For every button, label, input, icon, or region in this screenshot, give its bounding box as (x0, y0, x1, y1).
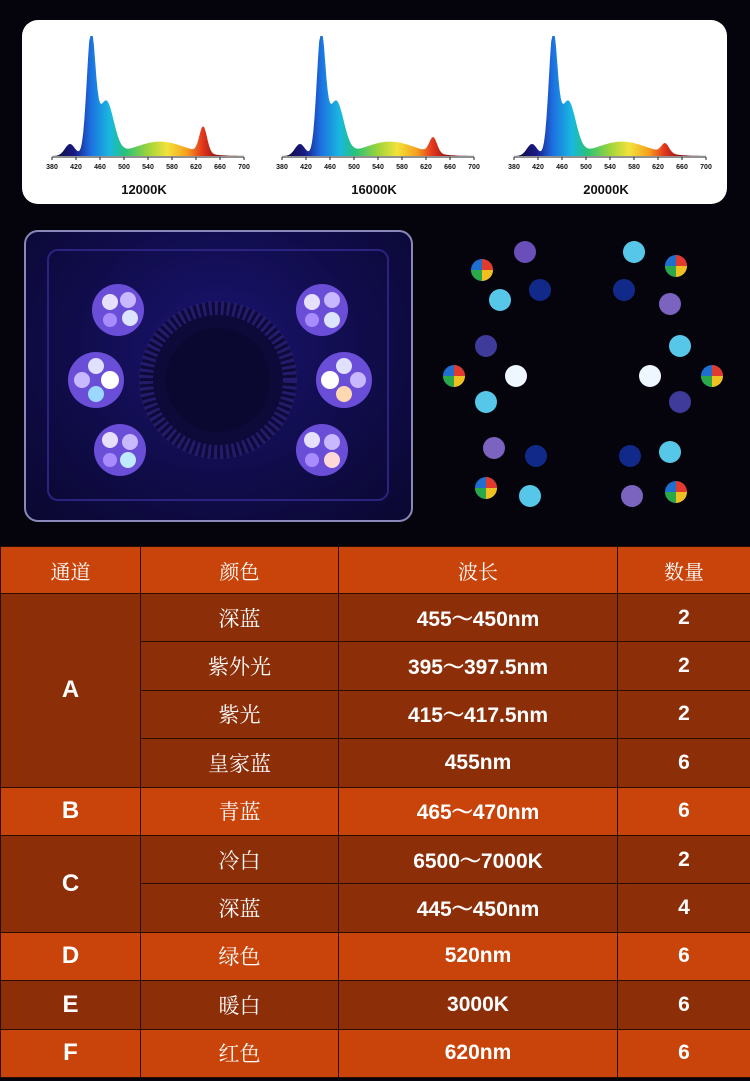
wavelength-cell: 455～450nm (339, 594, 618, 642)
rgbw-led-icon (443, 365, 465, 387)
x-tick-label: 420 (532, 164, 544, 171)
x-tick-label: 660 (444, 164, 456, 171)
header-quantity: 数量 (618, 547, 750, 594)
x-tick-label: 380 (276, 164, 288, 171)
color-cell: 深蓝 (141, 884, 339, 932)
table-row (1, 787, 750, 835)
table-row (1, 932, 750, 980)
header-wavelength: 波长 (339, 547, 618, 594)
spectrum-curve-1 (34, 28, 254, 178)
color-cell: 深蓝 (141, 594, 339, 642)
spectrum-panel (22, 20, 727, 204)
rgbw-led-icon (471, 259, 493, 281)
table-header-row (1, 547, 750, 594)
color-cell: 红色 (141, 1029, 339, 1077)
led-layout-left-dots (443, 241, 551, 507)
quantity-cell: 2 (618, 690, 750, 738)
quantity-cell: 6 (618, 739, 750, 787)
led-cluster-bottom-left (94, 424, 146, 476)
x-tick-label: 380 (46, 164, 58, 171)
spectrum-graph-2 (264, 28, 484, 203)
x-tick-label: 460 (94, 164, 106, 171)
x-tick-label: 540 (372, 164, 384, 171)
wavelength-cell: 395～397.5nm (339, 642, 618, 690)
spectrum-label-2: 16000K (351, 182, 397, 197)
quantity-cell: 6 (618, 1029, 750, 1077)
x-tick-label: 420 (70, 164, 82, 171)
color-cell: 青蓝 (141, 787, 339, 835)
color-cell: 紫外光 (141, 642, 339, 690)
color-cell: 紫光 (141, 690, 339, 738)
channel-cell: F (1, 1029, 141, 1077)
led-cluster-top-left (92, 284, 144, 336)
color-cell: 皇家蓝 (141, 739, 339, 787)
light-fixture-image (24, 230, 413, 522)
x-tick-label: 580 (166, 164, 178, 171)
wavelength-cell: 415～417.5nm (339, 690, 618, 738)
spectrum-graph-3 (496, 28, 716, 203)
spectrum-curve-2 (264, 28, 484, 178)
rgbw-led-icon (475, 477, 497, 499)
spectrum-area (52, 36, 244, 156)
rgbw-led-icon (701, 365, 723, 387)
color-cell: 冷白 (141, 835, 339, 883)
x-tick-label: 500 (118, 164, 130, 171)
table-row (1, 835, 750, 883)
led-cluster-bottom-right (296, 424, 348, 476)
rgbw-led-icon (665, 481, 687, 503)
wavelength-cell: 3000K (339, 981, 618, 1029)
channel-cell: B (1, 787, 141, 835)
x-tick-label: 620 (190, 164, 202, 171)
spectrum-graph-1 (34, 28, 254, 203)
spectrum-area (282, 36, 474, 156)
quantity-cell: 2 (618, 835, 750, 883)
table-row (1, 981, 750, 1029)
spectrum-area (514, 36, 706, 156)
x-tick-label: 700 (238, 164, 250, 171)
channel-cell: A (1, 594, 141, 788)
spectrum-label-3: 20000K (583, 182, 629, 197)
table-row (1, 1029, 750, 1077)
channel-cell: D (1, 932, 141, 980)
x-tick-label: 460 (556, 164, 568, 171)
x-tick-label: 580 (396, 164, 408, 171)
rgbw-led-icon (665, 255, 687, 277)
x-tick-label: 500 (348, 164, 360, 171)
wavelength-cell: 620nm (339, 1029, 618, 1077)
wavelength-cell: 455nm (339, 739, 618, 787)
channel-cell: E (1, 981, 141, 1029)
color-cell: 绿色 (141, 932, 339, 980)
quantity-cell: 6 (618, 932, 750, 980)
x-tick-label: 700 (700, 164, 712, 171)
channel-cell: C (1, 835, 141, 932)
x-tick-label: 540 (142, 164, 154, 171)
led-cluster-mid-left (68, 352, 124, 408)
quantity-cell: 2 (618, 642, 750, 690)
spectrum-label-1: 12000K (121, 182, 167, 197)
color-cell: 暖白 (141, 981, 339, 1029)
x-tick-label: 540 (604, 164, 616, 171)
led-cluster-mid-right (316, 352, 372, 408)
quantity-cell: 6 (618, 787, 750, 835)
x-tick-label: 620 (420, 164, 432, 171)
led-cluster-top-right (296, 284, 348, 336)
led-spec-table (0, 546, 750, 1078)
fan-grille (140, 302, 296, 458)
quantity-cell: 6 (618, 981, 750, 1029)
wavelength-cell: 520nm (339, 932, 618, 980)
x-tick-label: 380 (508, 164, 520, 171)
x-tick-label: 500 (580, 164, 592, 171)
quantity-cell: 4 (618, 884, 750, 932)
x-tick-label: 460 (324, 164, 336, 171)
header-color: 颜色 (141, 547, 339, 594)
led-layout-left (430, 230, 750, 522)
x-tick-label: 580 (628, 164, 640, 171)
spectrum-curve-3 (496, 28, 716, 178)
wavelength-cell: 6500～7000K (339, 835, 618, 883)
table-row (1, 594, 750, 642)
x-tick-label: 700 (468, 164, 480, 171)
quantity-cell: 2 (618, 594, 750, 642)
x-tick-label: 660 (214, 164, 226, 171)
x-tick-label: 660 (676, 164, 688, 171)
header-channel: 通道 (1, 547, 141, 594)
wavelength-cell: 445～450nm (339, 884, 618, 932)
x-tick-label: 620 (652, 164, 664, 171)
led-layout-right-dots (613, 241, 723, 507)
wavelength-cell: 465～470nm (339, 787, 618, 835)
x-tick-label: 420 (300, 164, 312, 171)
